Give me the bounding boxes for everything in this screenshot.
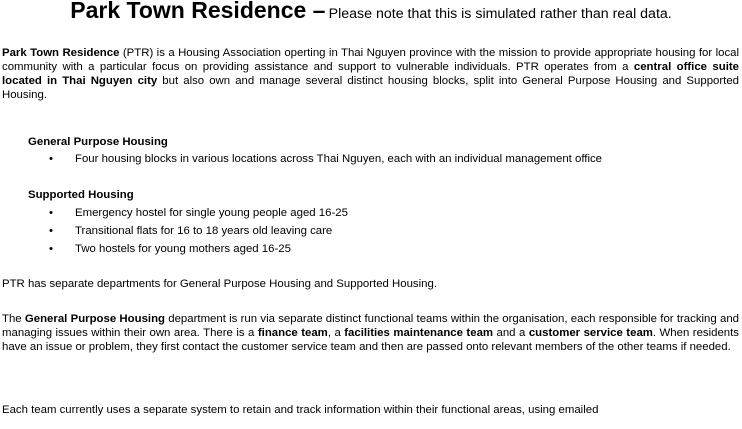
bullet: •: [49, 225, 53, 237]
intro-paragraph: [2, 47, 739, 103]
central-office: central office suite located in Thai Nguyen city: [2, 60, 739, 87]
list-item-text: Emergency hostel for single young people aged 16-25: [75, 207, 348, 219]
gph-text-4: and a: [493, 326, 529, 339]
finance-team: finance team: [257, 326, 328, 339]
list-item: [49, 243, 291, 257]
list-item-text: Transitional flats for 16 to 18 years old leaving care: [75, 225, 333, 237]
customer-team: customer service team: [528, 326, 653, 339]
list-item: [49, 153, 602, 167]
gph-paragraph: [2, 313, 739, 355]
page-title: [0, 0, 742, 23]
list-item: [49, 225, 332, 239]
gph-text-1: The: [2, 313, 25, 325]
list-item-text: Two hostels for young mothers aged 16-25: [75, 243, 291, 255]
gph-name: General Purpose Housing: [24, 313, 165, 325]
list-item: [49, 207, 348, 221]
general-heading: General Purpose Housing: [28, 136, 168, 148]
facilities-team: facilities maintenance team: [344, 326, 494, 339]
title-note: Please note that this is simulated rather than real data.: [328, 6, 672, 22]
gph-text-3: , a: [327, 326, 345, 339]
bullet: •: [49, 243, 53, 255]
supported-heading: Supported Housing: [28, 189, 134, 201]
gph-text-5: . When residents have an issue or problem, they first contact the customer service team and then are passed onto relevant members of the other teams if needed.: [2, 326, 739, 353]
title-name: Park Town Residence –: [70, 0, 326, 23]
systems-paragraph: Each team currently uses a separate system to retain and track information within their functional areas, using emailed: [2, 404, 599, 416]
org-name: Park Town Residence: [2, 47, 120, 59]
intro-text-1: (PTR) is a Housing Association operting in Thai Nguyen province with the mission to provide appropriate housing for local community with a particular focus on providing assistance and support to vulnerable individuals. PTR operates from a: [2, 47, 739, 73]
bullet: •: [49, 207, 53, 219]
departments-paragraph: PTR has separate departments for General Purpose Housing and Supported Housing.: [2, 278, 437, 290]
gph-text-2: department is run via separate distinct functional teams within the organisation, each responsible for tracking and managing issues within their own area. There is a: [2, 313, 739, 339]
intro-text-2: but also own and manage several distinct housing blocks, split into General Purpose Housing and Supported Housing.: [2, 74, 739, 101]
list-item-text: Four housing blocks in various locations across Thai Nguyen, each with an individual management office: [75, 153, 603, 165]
bullet: •: [49, 153, 53, 165]
